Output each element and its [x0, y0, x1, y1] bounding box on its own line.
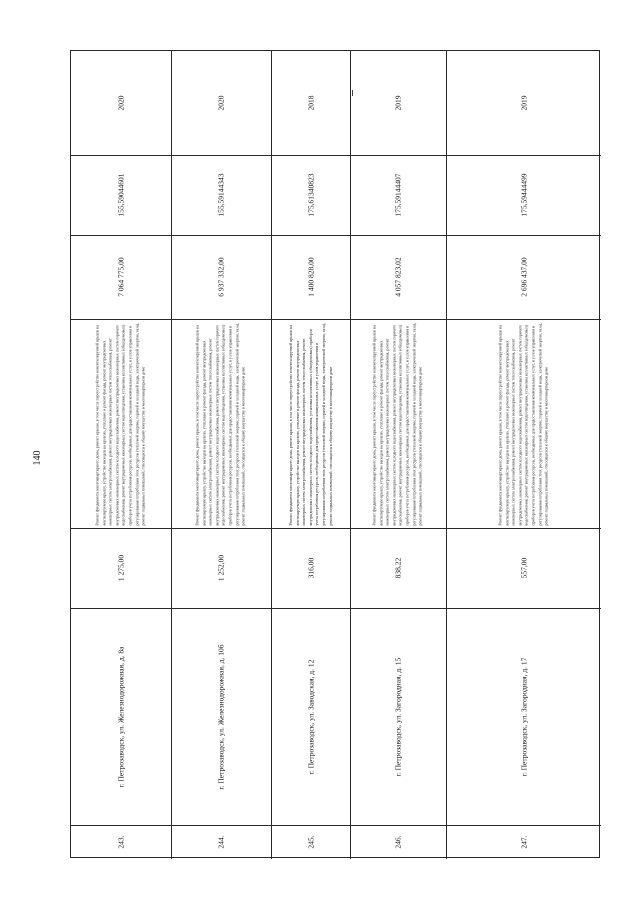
row-number: 243. — [116, 835, 126, 849]
row-address: г. Петрозаводск, ул. Загородная, д. 15 — [393, 657, 403, 776]
row-cost: 4 057 823,02 — [393, 257, 403, 297]
row-works: Ремонт фундамента многоквартирного дома, ремонт крыши, в том числе переустройство невентилируемой крыши на вентилируемую крышу, устройство выходов на кровлю, утепление и ремонт фасада, ремонт внутридомовых инженерных систем электроснабжения, ремонт внутридомовых инженерных систем теплоснабжения, ремонт внутридомовых инженерных систем холодного водоснабжения, установка коллективных (общедомовых) приборов учета потребления ресурсов, необходимых для предоставления коммунальных услуг, и узлов управления и регулирования потребления этих ресурсов (тепловой энергии, горячей и холодной воды, электрической энергии, газа), ремонт подвальных помещений, относящихся к общему имуществу в многоквартирном доме — [288, 322, 332, 525]
row-area: 1 275,00 — [116, 554, 126, 582]
row-works: Ремонт фундамента многоквартирного дома, ремонт крыши, в том числе переустройство невентилируемой крыши на вентилируемую крышу, устройство выходов на кровлю, утепление и ремонт фасада, ремонт внутридомовых инженерных систем электроснабжения, ремонт внутридомовых инженерных систем теплоснабжения, ремонт внутридомовых инженерных систем холодного водоснабжения, ремонт внутридомовых инженерных систем горячего водоснабжения, ремонт внутридомовых инженерных систем водоотведения, установка коллективных (общедомовых) приборов учета потребления ресурсов, необходимых для предоставления коммунальных услуг, и узлов управления и регулирования потребления этих ресурсов (тепловой энергии, горячей и холодной воды, электрической энергии, газа), ремонт подвальных помещений, относящихся к общему имуществу в многоквартирном доме — [95, 322, 146, 525]
row-year: 2018 — [306, 95, 315, 111]
row-year: 2020 — [216, 95, 226, 111]
row-works: Ремонт фундамента многоквартирного дома, ремонт крыши, в том числе переустройство невентилируемой крыши на вентилируемую крышу, устройство выходов на кровлю, утепление и ремонт фасада, ремонт внутридомовых инженерных систем электроснабжения, ремонт внутридомовых инженерных систем теплоснабжения, ремонт внутридомовых инженерных систем холодного водоснабжения, ремонт внутридомовых инженерных систем горячего водоснабжения, ремонт внутридомовых инженерных систем водоотведения, установка коллективных (общедомовых) приборов учета потребления ресурсов, необходимых для предоставления коммунальных услуг, и узлов управления и регулирования потребления этих ресурсов (тепловой энергии, горячей и холодной воды, электрической энергии, газа), ремонт подвальных помещений, относящихся к общему имуществу в многоквартирном доме — [195, 322, 246, 525]
row-number: 247. — [519, 835, 528, 849]
table-row — [71, 51, 171, 859]
row-area: 557,00 — [519, 557, 528, 579]
table-row — [171, 51, 271, 859]
row-area: 1 252,00 — [216, 554, 226, 582]
table-row — [271, 51, 350, 859]
row-year: 2020 — [116, 95, 126, 111]
page-number: 140 — [32, 450, 43, 466]
row-year: 2019 — [519, 95, 528, 111]
row-cost: 1 400 828,00 — [306, 257, 315, 297]
row-cost: 2 696 437,00 — [519, 257, 528, 297]
works-table — [70, 50, 600, 858]
scan-mark — [352, 90, 353, 96]
table-row — [350, 51, 446, 859]
row-unit-cost: 155,59044601 — [116, 173, 126, 217]
row-works: Ремонт фундамента многоквартирного дома, ремонт крыши, в том числе переустройство невентилируемой крыши на вентилируемую крышу, устройство выходов на кровлю, утепление и ремонт фасада, ремонт внутридомовых инженерных систем электроснабжения, ремонт внутридомовых инженерных систем теплоснабжения, ремонт внутридомовых инженерных систем холодного водоснабжения, ремонт внутридомовых инженерных систем горячего водоснабжения, ремонт внутридомовых инженерных систем водоотведения, установка коллективных (общедомовых) приборов учета потребления ресурсов, необходимых для предоставления коммунальных услуг, и узлов управления и регулирования потребления этих ресурсов (тепловой энергии, горячей и холодной воды, электрической энергии, газа), ремонт подвальных помещений, относящихся к общему имуществу в многоквартирном доме — [372, 322, 423, 525]
table-row — [446, 51, 601, 859]
row-area: 838,22 — [393, 557, 403, 579]
row-unit-cost: 175,59144407 — [393, 173, 403, 217]
row-number: 246. — [393, 835, 403, 849]
row-cost: 7 064 775,00 — [116, 257, 126, 297]
row-address: г. Петрозаводск, ул. Железнодорожная, д. 10б — [216, 643, 226, 790]
row-number: 244. — [216, 835, 226, 849]
row-unit-cost: 175,61340823 — [306, 173, 315, 217]
row-address: г. Петрозаводск, ул. Заводская, д. 12 — [306, 659, 315, 774]
row-area: 316,00 — [306, 557, 315, 579]
row-unit-cost: 175,59444499 — [519, 173, 528, 217]
row-address: г. Петрозаводск, ул. Загородная, д. 17 — [519, 657, 528, 776]
row-unit-cost: 155,59144343 — [216, 173, 226, 217]
row-number: 245. — [306, 835, 315, 849]
row-works: Ремонт фундамента многоквартирного дома, ремонт крыши, в том числе переустройство невентилируемой крыши на вентилируемую крышу, устройство выходов на кровлю, утепление и ремонт фасада, ремонт внутридомовых инженерных систем электроснабжения, ремонт внутридомовых инженерных систем теплоснабжения, ремонт внутридомовых инженерных систем холодного водоснабжения, ремонт внутридомовых инженерных систем горячего водоснабжения, ремонт внутридомовых инженерных систем водоотведения, установка коллективных (общедомовых) приборов учета потребления ресурсов, необходимых для предоставления коммунальных услуг, и узлов управления и регулирования потребления этих ресурсов (тепловой энергии, горячей и холодной воды, электрической энергии, газа), ремонт подвальных помещений, относящихся к общему имуществу в многоквартирном доме — [498, 322, 549, 525]
row-year: 2019 — [393, 95, 403, 111]
row-cost: 6 937 332,00 — [216, 257, 226, 297]
row-address: г. Петрозаводск, ул. Железнодорожная, д. 8а — [116, 646, 126, 787]
